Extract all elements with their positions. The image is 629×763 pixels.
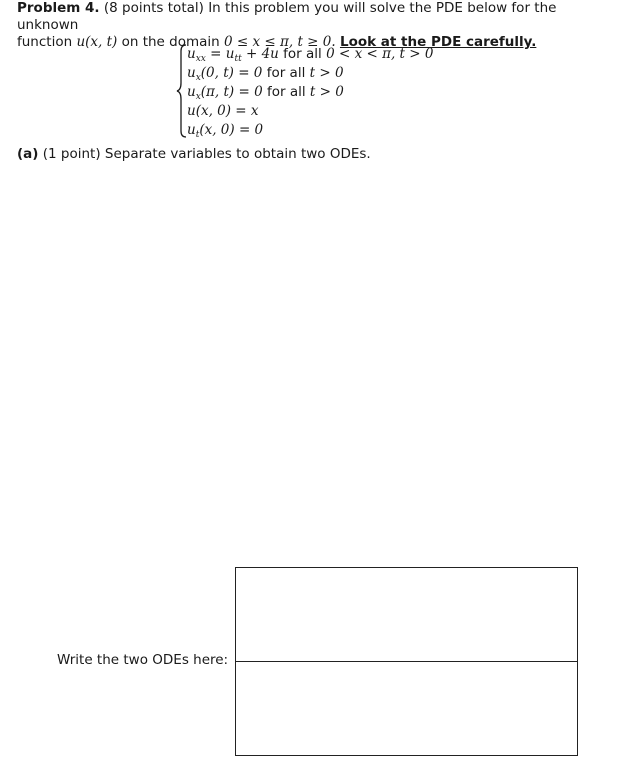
- boundary-condition-right: $u_x(\pi$, t) = 0 for all t > 0: [187, 84, 344, 102]
- part-a-label: (a): [17, 146, 39, 162]
- problem-intro-3: on the domain: [117, 34, 225, 50]
- answer-label: Write the two ODEs here:: [57, 652, 229, 668]
- answer-box-ode-1[interactable]: [235, 567, 578, 662]
- problem-intro-1: In this problem you will solve the PDE below for the unknown: [17, 0, 557, 33]
- answer-box-ode-2[interactable]: [235, 661, 578, 756]
- part-a-points: (1 point): [42, 146, 101, 162]
- problem-line-1: [17, 0, 617, 34]
- problem-title: Problem 4.: [17, 0, 100, 16]
- initial-condition-velocity: $u_t(x$, 0) = 0: [187, 122, 264, 140]
- problem-intro-2: function: [17, 34, 77, 50]
- emphasis-text: Look at the PDE carefully.: [339, 34, 537, 50]
- part-a-text: Separate variables to obtain two ODEs.: [100, 146, 371, 162]
- part-a-prompt: [17, 146, 371, 163]
- pde-equation: $u_{xx} = u_{tt} + 4u$ for all 0 < x < π, t > 0: [187, 46, 434, 64]
- domain-expression: 0 ≤ x ≤ π, t ≥ 0.: [224, 34, 336, 50]
- problem-statement: [17, 0, 617, 51]
- equation-list: [187, 45, 433, 140]
- initial-condition-position: u(x, 0) = x: [187, 103, 259, 119]
- problem-points: (8 points total): [103, 0, 204, 16]
- function-symbol: u(x, t): [76, 34, 118, 50]
- boundary-condition-left: $u_x(0$, t) = 0 for all t > 0: [187, 65, 344, 83]
